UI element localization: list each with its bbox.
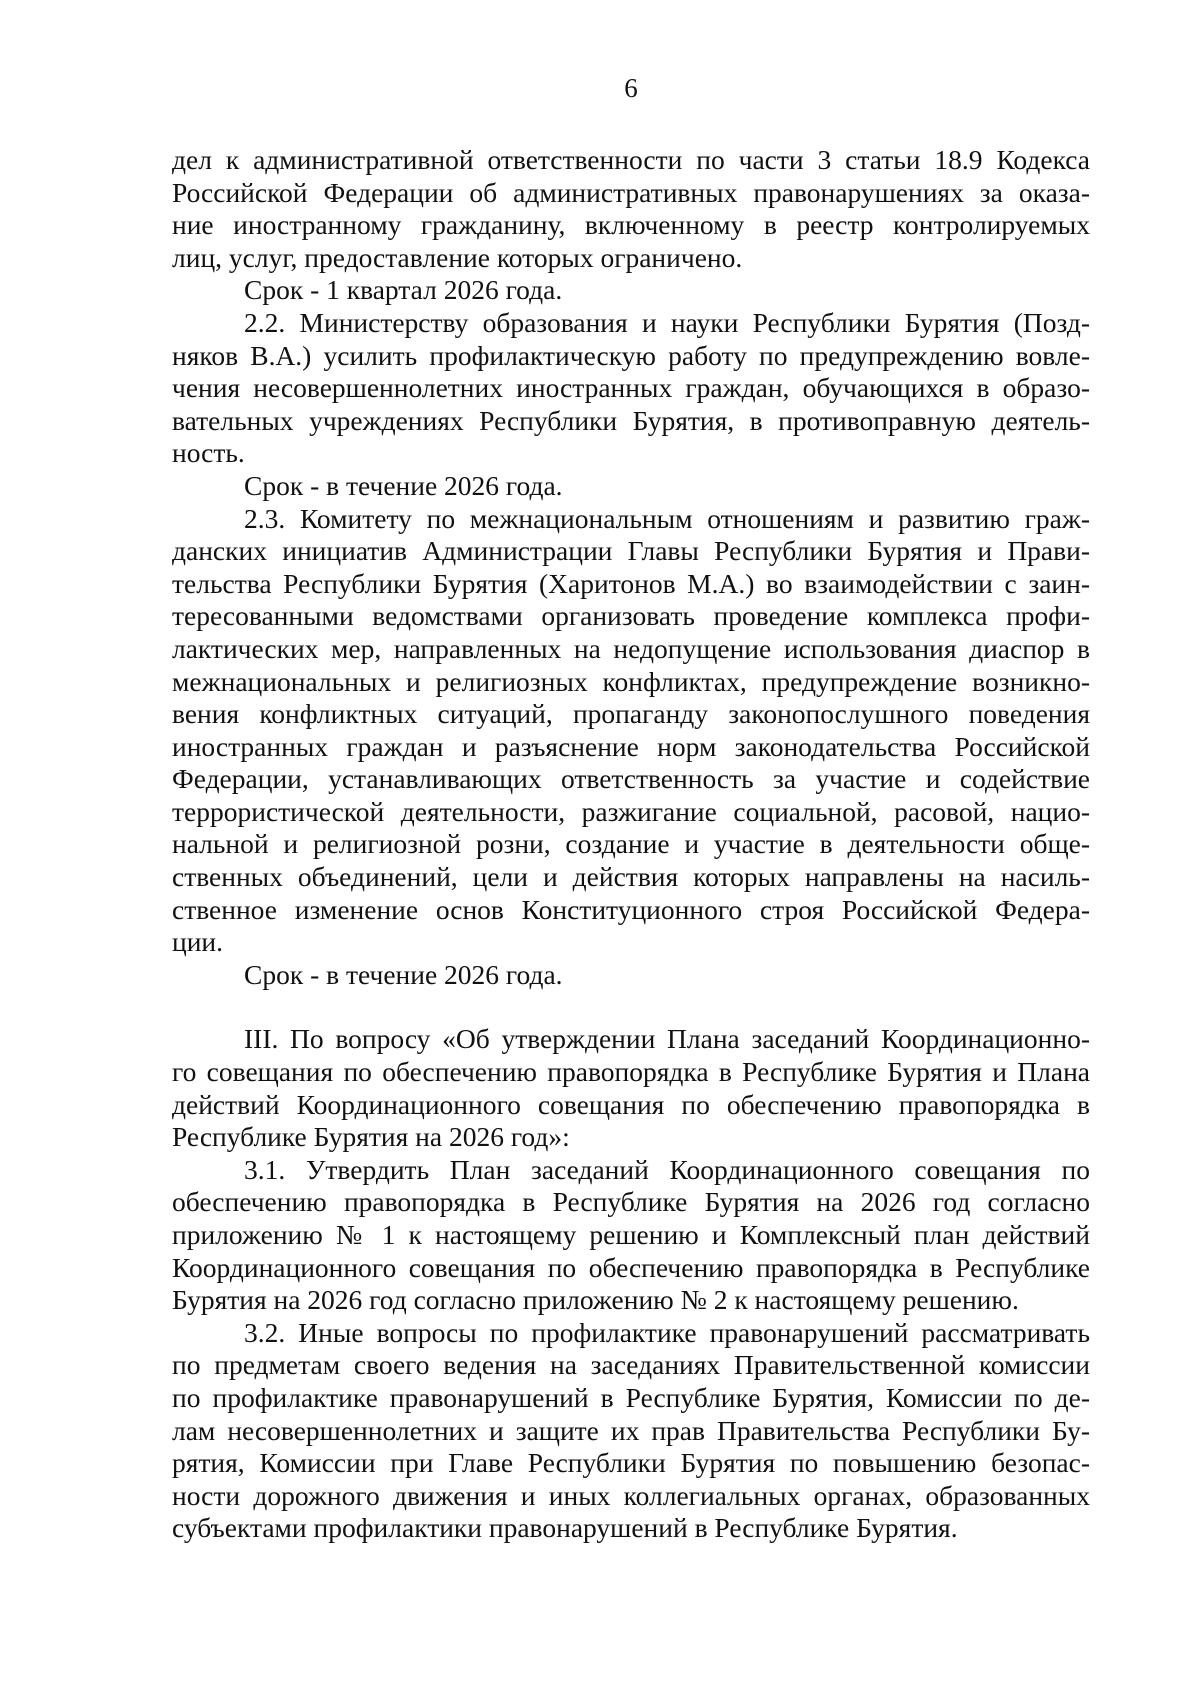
text-line: приложению № 1 к настоящему решению и Комплексный план действий xyxy=(172,1219,1090,1250)
page-number: 6 xyxy=(624,73,638,103)
text-line: ности дорожного движения и иных коллегиальных органах, образованных xyxy=(172,1479,1090,1511)
text-line: 3.1. Утвердить План заседаний Координационного совещания по xyxy=(244,1153,1090,1185)
text-line: террористической деятельности, разжигание социальной, расовой, нацио- xyxy=(172,795,1090,827)
document-page xyxy=(172,0,1090,1698)
text-line: тересованными ведомствами организовать проведение комплекса профи- xyxy=(172,600,1090,632)
text-line: дел к административной ответственности по части 3 статьи 18.9 Кодекса xyxy=(172,144,1090,175)
text-line: лам несовершеннолетних и защите их прав Правительства Республики Бу- xyxy=(172,1414,1090,1446)
text-line: рятия, Комиссии при Главе Республики Бурятия по повышению безопас- xyxy=(172,1447,1090,1479)
paragraph-gap xyxy=(172,991,1090,1023)
text-line: Федерации, устанавливающих ответственность за участие и содействие xyxy=(172,763,1090,795)
text-line: субъектами профилактики правонарушений в Республике Бурятия. xyxy=(172,1512,958,1544)
text-line: данских инициатив Администрации Главы Республики Бурятия и Прави- xyxy=(172,535,1090,567)
text-line: Республике Бурятия на 2026 год»: xyxy=(172,1121,570,1153)
text-line: го совещания по обеспечению правопорядка в Республике Бурятия и Плана xyxy=(172,1056,1090,1088)
document-body xyxy=(172,144,1090,1545)
text-line: тельства Республики Бурятия (Харитонов М.А.) во взаимодействии с заин- xyxy=(172,567,1090,599)
text-line: 3.2. Иные вопросы по профилактике правонарушений рассматривать xyxy=(244,1316,1090,1348)
text-line: Российской Федерации об административных правонарушениях за оказа- xyxy=(172,176,1090,208)
text-line: ние иностранному гражданину, включенному в реестр контролируемых xyxy=(172,209,1090,241)
text-line: Координационного совещания по обеспечению правопорядка в Республике xyxy=(172,1251,1090,1283)
text-line: ственное изменение основ Конституционного строя Российской Федера- xyxy=(172,893,1090,925)
text-line: обеспечению правопорядка в Республике Бурятия на 2026 год согласно xyxy=(172,1186,1090,1218)
text-line: 2.2. Министерству образования и науки Республики Бурятия (Позд- xyxy=(244,306,1090,338)
text-line: вения конфликтных ситуаций, пропаганду законопослушного поведения xyxy=(172,698,1090,730)
text-line: по профилактике правонарушений в Республике Бурятия, Комиссии по де- xyxy=(172,1381,1090,1413)
text-line: чения несовершеннолетних иностранных граждан, обучающихся в образо- xyxy=(172,372,1090,404)
text-line: лиц, услуг, предоставление которых ограничено. xyxy=(172,241,743,273)
text-line: няков В.А.) усилить профилактическую работу по предупреждению вовле- xyxy=(172,339,1090,371)
text-line: межнациональных и религиозных конфликтах, предупреждение возникно- xyxy=(172,665,1090,697)
text-line: Срок - в течение 2026 года. xyxy=(244,469,563,501)
text-line: по предметам своего ведения на заседаниях Правительственной комиссии xyxy=(172,1349,1090,1381)
text-line: Бурятия на 2026 год согласно приложению № 2 к настоящему решению. xyxy=(172,1284,1019,1316)
text-line: лактических мер, направленных на недопущение использования диаспор в xyxy=(172,632,1090,664)
text-line: иностранных граждан и разъяснение норм законодательства Российской xyxy=(172,730,1090,762)
text-line: действий Координационного совещания по обеспечению правопорядка в xyxy=(172,1088,1090,1120)
text-line: ственных объединений, цели и действия которых направлены на насиль- xyxy=(172,861,1090,893)
text-line: ность. xyxy=(172,437,245,469)
text-line: 2.3. Комитету по межнациональным отношениям и развитию граж- xyxy=(244,502,1090,534)
text-line: Срок - 1 квартал 2026 года. xyxy=(244,274,563,306)
text-line: Срок - в течение 2026 года. xyxy=(244,958,563,990)
text-line: нальной и религиозной розни, создание и участие в деятельности обще- xyxy=(172,828,1090,860)
text-line: III. По вопросу «Об утверждении Плана заседаний Координационно- xyxy=(244,1023,1090,1055)
text-line: вательных учреждениях Республики Бурятия, в противоправную деятель- xyxy=(172,404,1090,436)
text-line: ции. xyxy=(172,926,224,958)
